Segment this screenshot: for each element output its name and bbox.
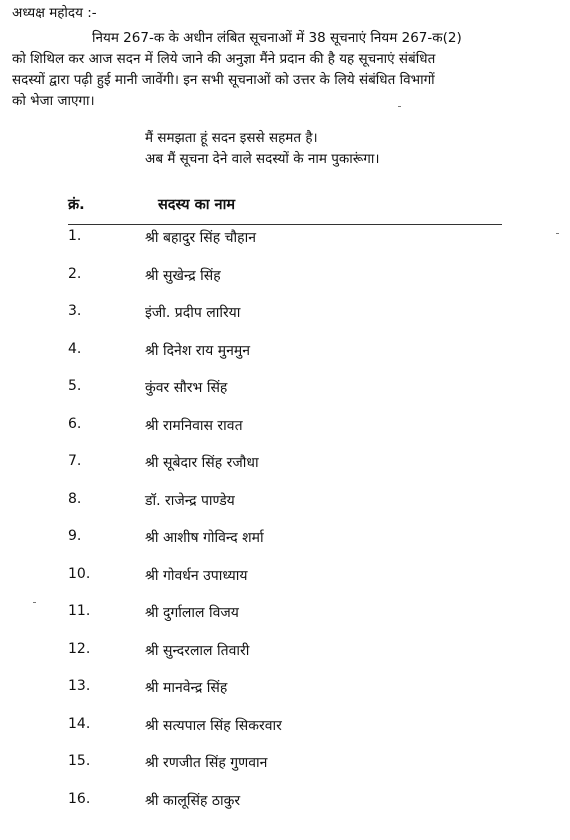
member-name: इंजी. प्रदीप लारिया xyxy=(145,305,241,321)
paragraph-line: सदस्यों द्वारा पढ़ी हुई मानी जावेंगी। इन सभी सूचनाओं को उत्तर के लिये संबंधित विभागों xyxy=(12,72,435,88)
scan-speck xyxy=(556,233,559,234)
table-row xyxy=(0,262,570,300)
table-row xyxy=(0,524,570,562)
paragraph-line: को शिथिल कर आज सदन में लिये जाने की अनुज्ञा मैंने प्रदान की है यह सूचनाएं संबंधित xyxy=(12,51,436,67)
member-name: श्री दुर्गालाल विजय xyxy=(145,605,239,621)
table-row xyxy=(0,224,570,262)
table-row xyxy=(0,787,570,825)
member-name: श्री मानवेन्द्र सिंह xyxy=(145,680,228,696)
serial-number: 1. xyxy=(68,228,82,244)
note-line: अब मैं सूचना देने वाले सदस्यों के नाम पुकारूंगा। xyxy=(145,151,380,167)
table-row xyxy=(0,562,570,600)
serial-number-header: क्रं. xyxy=(68,197,85,213)
speaker-note xyxy=(145,128,379,170)
serial-number: 16. xyxy=(68,790,91,807)
table-row xyxy=(0,299,570,337)
serial-number: 4. xyxy=(68,340,82,357)
member-name: श्री बहादुर सिंह चौहान xyxy=(145,230,256,246)
members-list xyxy=(0,224,570,824)
serial-number: 2. xyxy=(68,265,82,282)
member-name: श्री रणजीत सिंह गुणवान xyxy=(145,755,268,771)
member-name: श्री सूबेदार सिंह रजौधा xyxy=(145,455,259,471)
scan-speck xyxy=(398,106,401,107)
serial-number: 14. xyxy=(68,715,91,732)
table-row xyxy=(0,749,570,787)
salutation: अध्यक्ष महोदय :- xyxy=(12,5,97,21)
table-row xyxy=(0,412,570,450)
notice-paragraph xyxy=(12,28,560,112)
table-row xyxy=(0,599,570,637)
serial-number: 9. xyxy=(68,528,82,544)
serial-number: 13. xyxy=(68,678,91,694)
member-name: श्री गोवर्धन उपाध्याय xyxy=(145,567,248,584)
member-name: श्री रामनिवास रावत xyxy=(145,417,243,434)
table-row xyxy=(0,374,570,412)
table-row xyxy=(0,487,570,525)
paragraph-line: नियम 267-क के अधीन लंबित सूचनाओं में 38 सूचनाएं नियम 267-क(2) xyxy=(92,30,462,46)
note-line: मैं समझता हूं सदन इससे सहमत है। xyxy=(145,130,318,146)
member-name: श्री सुखेन्द्र सिंह xyxy=(145,267,221,284)
serial-number: 5. xyxy=(68,378,82,394)
table-row xyxy=(0,337,570,375)
member-name-header: सदस्य का नाम xyxy=(158,197,236,213)
table-row xyxy=(0,712,570,750)
serial-number: 12. xyxy=(68,640,91,657)
members-table-header xyxy=(68,190,502,225)
serial-number: 11. xyxy=(68,603,91,619)
member-name: श्री दिनेश राय मुनमुन xyxy=(145,342,250,359)
serial-number: 3. xyxy=(68,303,82,319)
serial-number: 6. xyxy=(68,415,82,432)
scan-speck xyxy=(33,602,36,603)
member-name: श्री सुन्दरलाल तिवारी xyxy=(145,642,250,659)
member-name: डॉ. राजेन्द्र पाण्डेय xyxy=(145,492,235,509)
serial-number: 15. xyxy=(68,753,91,769)
table-row xyxy=(0,674,570,712)
member-name: श्री कालूसिंह ठाकुर xyxy=(145,792,241,809)
member-name: कुंवर सौरभ सिंह xyxy=(145,380,228,396)
table-row xyxy=(0,637,570,675)
member-name: श्री सत्यपाल सिंह सिकरवार xyxy=(145,717,282,734)
member-name: श्री आशीष गोविन्द शर्मा xyxy=(145,530,264,546)
table-row xyxy=(0,449,570,487)
serial-number: 10. xyxy=(68,565,91,582)
paragraph-line: को भेजा जाएगा। xyxy=(12,93,95,109)
serial-number: 7. xyxy=(68,453,82,469)
serial-number: 8. xyxy=(68,490,82,507)
